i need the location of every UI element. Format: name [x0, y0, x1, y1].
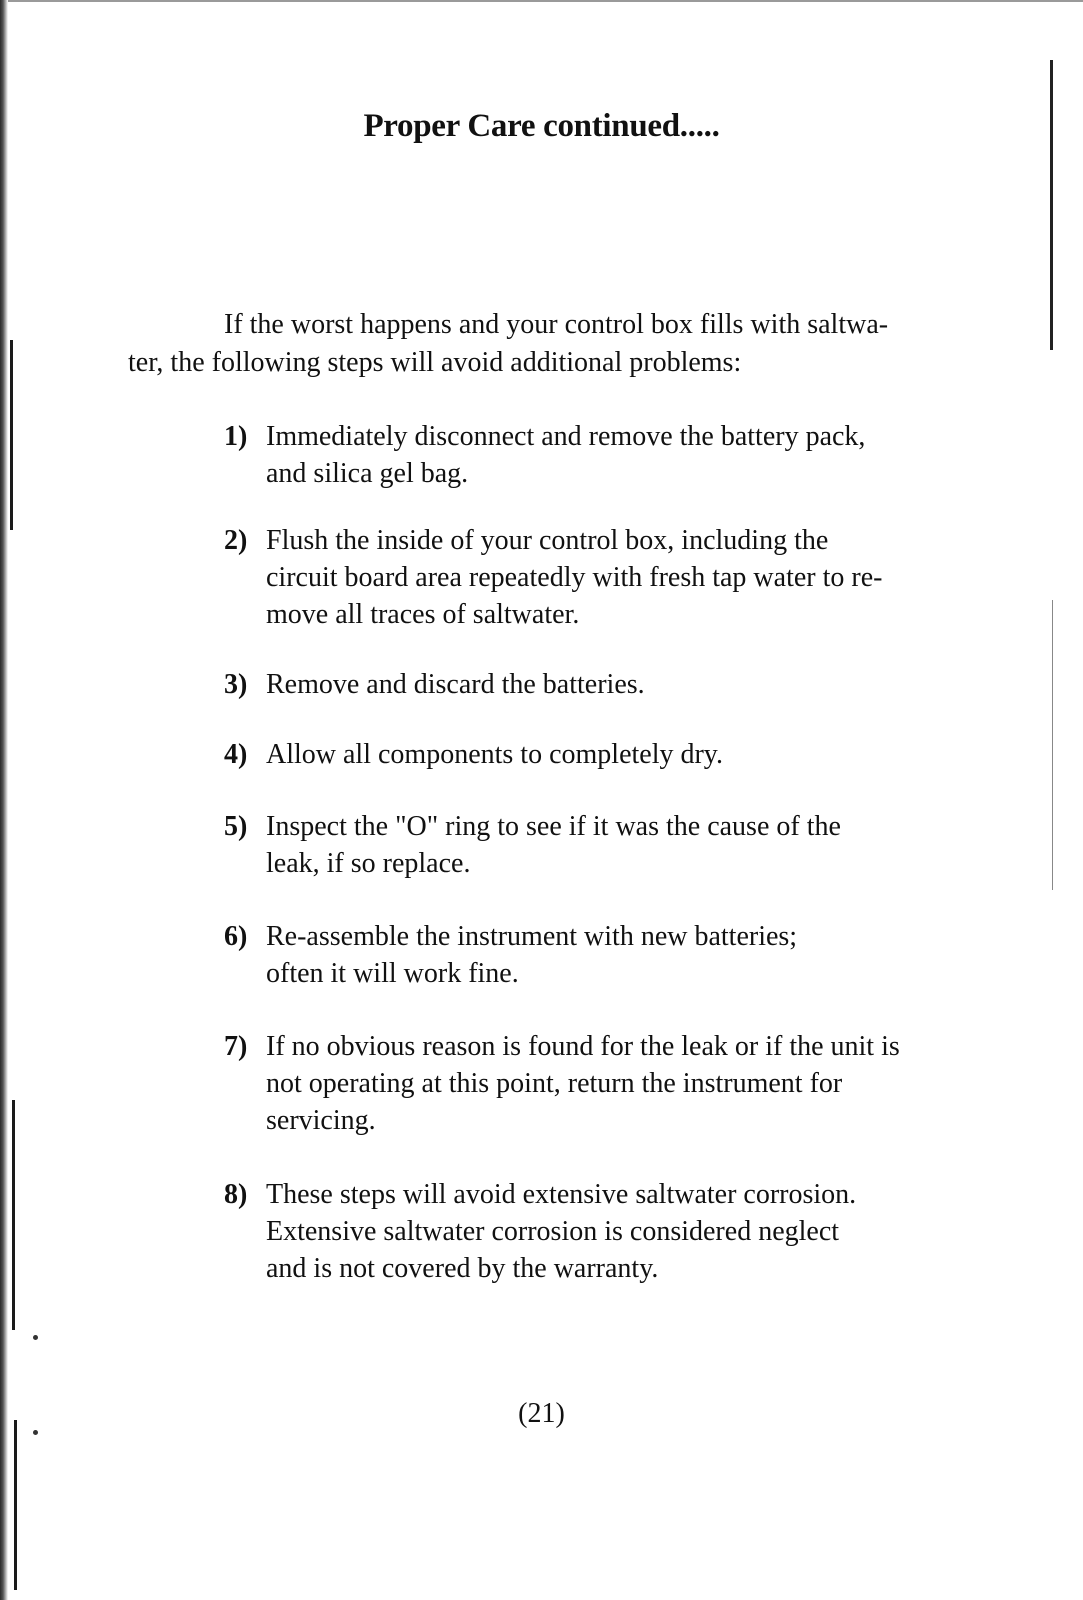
- step-line: circuit board area repeatedly with fresh tap water to re-: [266, 562, 883, 593]
- scan-left-mark: [10, 340, 13, 530]
- scan-right-border: [1050, 60, 1053, 350]
- step-text: [266, 666, 1024, 703]
- step-text: [266, 808, 1024, 882]
- scan-left-mark: [12, 1100, 15, 1330]
- step-line: Remove and discard the batteries.: [266, 669, 645, 700]
- scan-dot: [33, 1430, 38, 1435]
- step-number: 1): [224, 421, 248, 452]
- scan-left-border: [0, 0, 8, 1600]
- step-item: [224, 808, 1024, 882]
- intro-paragraph: [128, 306, 988, 382]
- scan-left-mark: [14, 1420, 17, 1590]
- step-number: 4): [224, 739, 248, 770]
- step-line: servicing.: [266, 1105, 376, 1136]
- step-line: leak, if so replace.: [266, 848, 471, 879]
- intro-line: If the worst happens and your control box fills with saltwa-: [224, 309, 889, 340]
- step-text: [266, 418, 1024, 492]
- step-item: [224, 1028, 1024, 1139]
- scan-dot: [33, 1335, 38, 1340]
- step-line: These steps will avoid extensive saltwater corrosion.: [266, 1179, 857, 1210]
- step-item: [224, 522, 1024, 633]
- step-text: [266, 736, 1024, 773]
- step-item: [224, 666, 1024, 703]
- page-number: (21): [518, 1398, 565, 1429]
- step-item: [224, 418, 1024, 492]
- intro-line: ter, the following steps will avoid additional problems:: [128, 347, 742, 378]
- step-text: [266, 522, 1024, 633]
- step-text: [266, 1028, 1024, 1139]
- step-number: 6): [224, 921, 248, 952]
- scan-top-border: [0, 0, 1083, 2]
- step-line: Extensive saltwater corrosion is considered neglect: [266, 1216, 840, 1247]
- step-item: [224, 1176, 1024, 1287]
- step-line: If no obvious reason is found for the leak or if the unit is: [266, 1031, 900, 1062]
- step-text: [266, 918, 1024, 992]
- step-number: 7): [224, 1031, 248, 1062]
- step-text: [266, 1176, 1024, 1287]
- step-number: 5): [224, 811, 248, 842]
- step-item: [224, 918, 1024, 992]
- step-line: Inspect the "O" ring to see if it was the cause of the: [266, 811, 841, 842]
- page-title: Proper Care continued.....: [363, 108, 720, 144]
- step-number: 2): [224, 525, 248, 556]
- step-line: Immediately disconnect and remove the battery pack,: [266, 421, 866, 452]
- step-line: and silica gel bag.: [266, 458, 469, 489]
- scan-right-border: [1052, 600, 1053, 890]
- step-item: [224, 736, 1024, 773]
- step-line: not operating at this point, return the instrument for: [266, 1068, 843, 1099]
- step-line: and is not covered by the warranty.: [266, 1253, 659, 1284]
- step-line: Re-assemble the instrument with new batteries;: [266, 921, 798, 952]
- step-line: often it will work fine.: [266, 958, 519, 989]
- step-number: 8): [224, 1179, 248, 1210]
- step-line: move all traces of saltwater.: [266, 599, 580, 630]
- step-line: Flush the inside of your control box, including the: [266, 525, 829, 556]
- step-line: Allow all components to completely dry.: [266, 739, 723, 770]
- step-number: 3): [224, 669, 248, 700]
